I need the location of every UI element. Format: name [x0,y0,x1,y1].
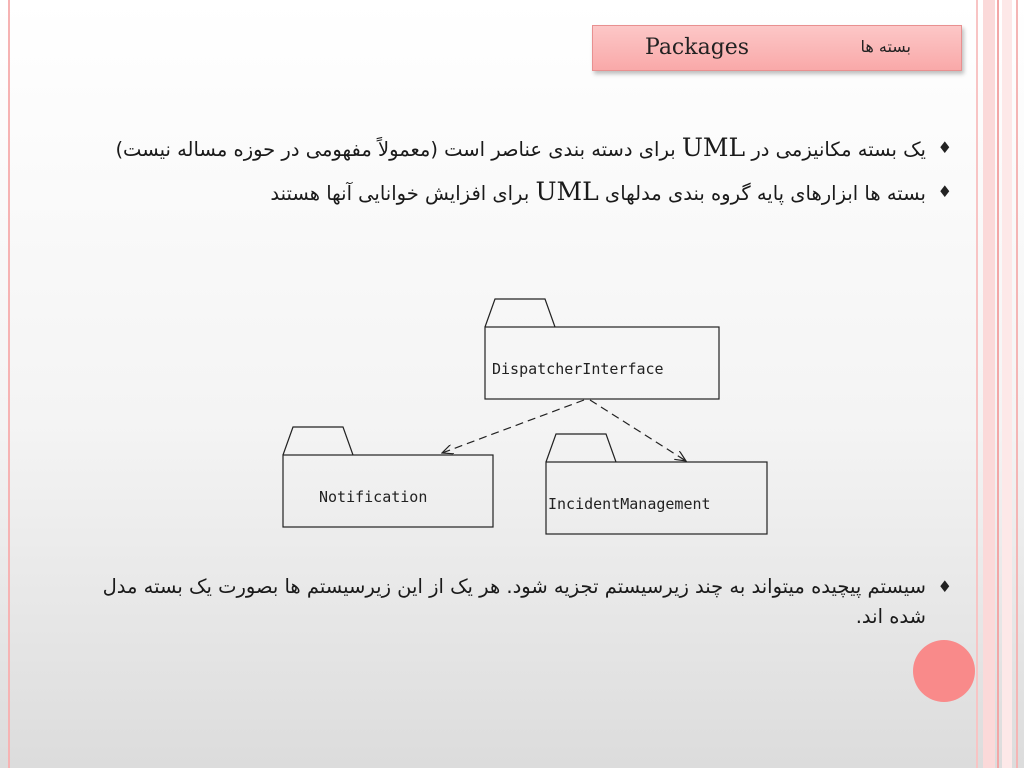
package-notification [283,427,493,527]
package-label: IncidentManagement [548,495,711,513]
bullet-uml-term: UML [681,133,746,162]
bullet-uml-term: UML [535,177,599,206]
bullet-text: سیستم پیچیده میتواند به چند زیرسیستم تجزیه شود. هر یک از این زیرسیستم ها بصورت یک بسته مدل شده اند. [102,575,926,628]
package-body [485,327,719,399]
package-incident-management [546,434,767,534]
bullet-text: برای افزایش خوانایی آنها هستند [270,182,536,205]
right-decorative-stripes [976,0,1024,768]
package-tab [283,427,353,455]
diamond-bullet-icon: ♦ [937,577,952,596]
dependency-arrow [442,400,584,453]
bullet-item [82,572,952,632]
diamond-bullet-icon: ♦ [937,138,952,157]
bullet-text: یک بسته مکانیزمی در [745,138,926,161]
package-body [283,455,493,527]
bullet-text: برای دسته بندی عناصر است (معمولاً مفهومی در حوزه مساله نیست) [115,138,682,161]
package-dispatcher-interface [485,299,719,399]
package-body [546,462,767,534]
bullet-text: بسته ها ابزارهای پایه گروه بندی مدلهای [598,182,926,205]
package-tab [485,299,555,327]
slide-title-box [592,25,962,71]
dependency-arrow [590,400,686,461]
bullet-item [82,133,952,165]
left-border-line [8,0,10,768]
decorative-circle [913,640,975,702]
slide-title-persian: بسته ها [860,37,911,56]
package-label: DispatcherInterface [492,360,664,378]
bottom-bullet-list [82,572,952,644]
bullet-list [82,133,952,221]
package-label: Notification [319,488,428,506]
slide-title-english: Packages [645,35,750,60]
bullet-item [82,177,952,209]
package-tab [546,434,616,462]
diamond-bullet-icon: ♦ [937,182,952,201]
